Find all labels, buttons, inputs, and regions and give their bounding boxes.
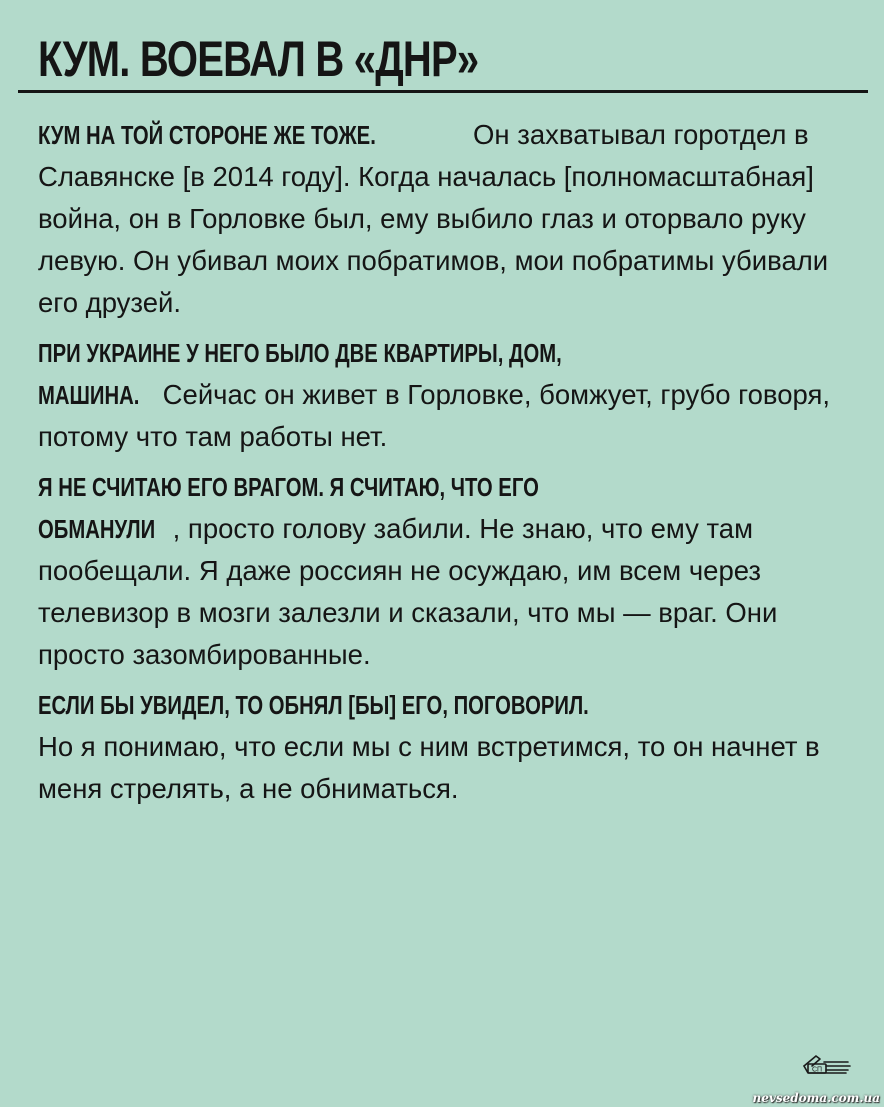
paragraph-4-lead-line1: ЕСЛИ БЫ УВИДЕЛ, ТО ОБНЯЛ [БЫ] ЕГО, ПОГОВОРИЛ. — [38, 690, 589, 720]
paragraph-3-lead-line1: Я НЕ СЧИТАЮ ЕГО ВРАГОМ. Я СЧИТАЮ, ЧТО ЕГО — [38, 472, 539, 502]
paragraph-4-text: Но я понимаю, что если мы с ним встретимся, то он начнет в меня стрелять, а не обниматься. — [38, 731, 820, 804]
paragraph-3 — [38, 466, 848, 676]
paragraph-2 — [38, 332, 848, 458]
paragraph-2-lead-line2: МАШИНА. — [38, 380, 140, 410]
paragraph-2-lead-line1: ПРИ УКРАИНЕ У НЕГО БЫЛО ДВЕ КВАРТИРЫ, ДОМ, — [38, 338, 562, 368]
paragraph-1-lead: КУМ НА ТОЙ СТОРОНЕ ЖЕ ТОЖЕ. — [38, 120, 376, 150]
page-title: КУМ. ВОЕВАЛ В «ДНР» — [38, 31, 479, 87]
hand-logo-icon — [798, 1048, 854, 1076]
paragraph-3-lead-line2: ОБМАНУЛИ — [38, 514, 156, 544]
paragraph-3-text: , просто голову забили. Не знаю, что ему там пообещали. Я даже россиян не осуждаю, им всем через телевизор в мозги залезли и сказали, что мы — враг. Они просто зазомбированные. — [38, 513, 778, 670]
paragraph-1-text: Он захватывал горотдел в Славянске [в 2014 году]. Когда началась [полномасштабная] война, он в Горловке был, ему выбило глаз и оторвало руку левую. Он убивал моих побратимов, мои побратимы убивали его друзей. — [38, 119, 829, 318]
logo-text: СП — [811, 1066, 823, 1074]
paragraph-4 — [38, 684, 848, 810]
article-body — [38, 114, 848, 818]
title-divider — [18, 90, 868, 93]
paragraph-2-text: Сейчас он живет в Горловке, бомжует, грубо говоря, потому что там работы нет. — [38, 379, 831, 452]
watermark: nevsedoma.com.ua — [752, 1091, 880, 1105]
paragraph-1 — [38, 114, 848, 324]
